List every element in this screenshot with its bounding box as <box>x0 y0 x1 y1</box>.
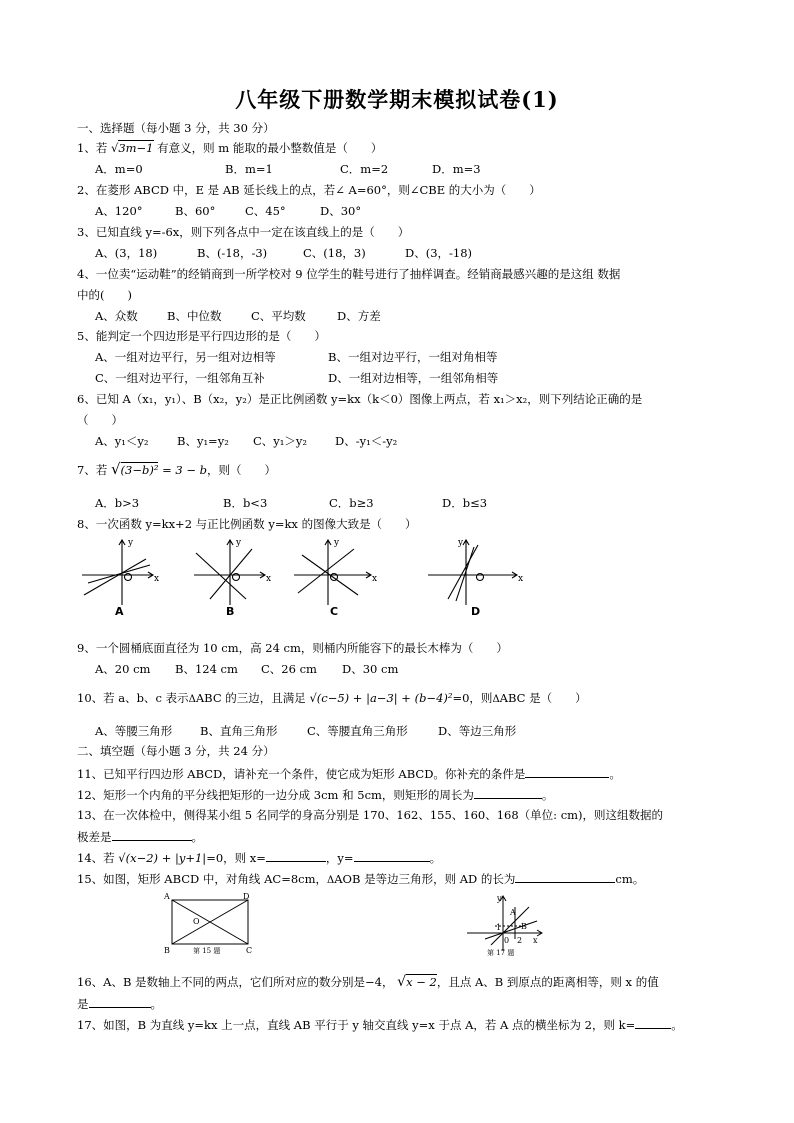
graph-d-x-label: x <box>518 574 524 584</box>
q2-option-b: B、60° <box>175 204 216 218</box>
point-o-label: O <box>193 917 200 926</box>
graph-d-y-label: y <box>458 538 464 548</box>
q10-option-b: B、直角三角形 <box>200 724 278 738</box>
q8-label-b: B <box>226 605 235 618</box>
q8-graph-d <box>428 540 517 605</box>
question-15 <box>77 870 644 889</box>
q14-end: 。 <box>429 851 442 865</box>
q5-option-a: A、一组对边平行，另一组对边相等 <box>95 350 276 364</box>
q1-radicand: 3m−1 <box>118 141 154 155</box>
point-d-label: D <box>243 892 250 901</box>
graph-a-line-2 <box>88 565 150 583</box>
q15-answer-blank[interactable] <box>515 870 615 883</box>
q7-option-c: C．b≥3 <box>329 496 374 510</box>
section-fill-heading: 二、填空题（每小题 3 分，共 24 分） <box>77 744 275 758</box>
q16-stem-start: 16、A、B 是数轴上不同的两点，它们所对应的数分别是−4， <box>77 975 394 989</box>
graph-a-x-label: x <box>154 574 160 584</box>
q8-label-c: C <box>330 605 339 618</box>
q4-option-c: C、平均数 <box>251 309 306 323</box>
triangle-symbol: Δ <box>188 694 196 705</box>
q13-answer-blank[interactable] <box>112 828 192 841</box>
question-12 <box>77 786 553 803</box>
q5-option-d: D、一组对边相等，一组邻角相等 <box>328 371 499 385</box>
q17-origin-label: 0 <box>504 936 510 945</box>
q11-stem: 11、已知平行四边形 ABCD，请补充一个条件，使它成为矩形 ABCD。你补充的条件是 <box>77 767 526 781</box>
q16-period: 。 <box>150 997 162 1011</box>
question-8: 8、一次函数 y=kx+2 与正比例函数 y=kx 的图像大致是（ ） <box>77 517 417 531</box>
q7-equation-rhs: = 3 − b <box>162 463 208 477</box>
q17-x-label: x <box>533 936 538 945</box>
q1-sqrt: √3m−1 <box>110 141 154 155</box>
q16-sqrt: √x − 2 <box>397 974 437 990</box>
q17-answer-blank[interactable] <box>635 1016 671 1029</box>
q1-stem-start: 1、若 <box>77 141 108 155</box>
q3-option-b: B、(-18，-3) <box>197 246 268 260</box>
q17-point-a-label: A <box>510 908 516 917</box>
question-16-line-1 <box>77 974 659 990</box>
question-9: 9、一个圆桶底面直径为 10 cm，高 24 cm，则桶内所能容下的最长木棒为（ ） <box>77 641 508 655</box>
q17-tick-1: 1 <box>496 923 502 932</box>
q8-graph-c <box>294 540 371 605</box>
question-5: 5、能判定一个四边形是平行四边形的是（ ） <box>77 329 326 343</box>
q4-option-d: D、方差 <box>337 309 381 323</box>
q10-options <box>95 723 516 739</box>
q15-stem-start: 15、如图，矩形 ABCD 中，对角线 AC=8cm， <box>77 872 327 886</box>
question-1 <box>77 140 382 156</box>
q10-stem-start: 10、若 a、b、c 表示 <box>77 691 189 705</box>
q2-option-a: A、120° <box>95 204 143 218</box>
q9-option-c: C、26 cm <box>261 662 317 676</box>
q6-options <box>95 433 397 449</box>
q4-option-a: A、众数 <box>95 309 138 323</box>
q17-stem: 17、如图，B 为直线 y=kx 上一点，直线 AB 平行于 y 轴交直线 y=x 于点 A，若 A 点的横坐标为 2，则 k= <box>77 1018 636 1032</box>
q1-option-d: D．m=3 <box>432 162 481 176</box>
q16-stem-2: 是 <box>77 997 89 1011</box>
q12-stem: 12、矩形一个内角的平分线把矩形的一边分成 3cm 和 5cm，则矩形的周长为 <box>77 788 474 802</box>
graph-b-line-2 <box>210 549 252 599</box>
q3-option-c: C、(18，3) <box>303 246 366 260</box>
q8-graph-a <box>82 540 153 605</box>
graph-c-x-label: x <box>372 574 378 584</box>
question-10 <box>77 690 587 708</box>
q15-stem-end: AOB 是等边三角形，则 AD 的长为 <box>334 872 516 886</box>
question-13-line-2 <box>77 828 203 845</box>
q10-stem-mid: ABC 的三边，且满足 <box>195 691 306 705</box>
q6-option-b: B、y₁=y₂ <box>177 434 229 448</box>
question-4-line-2: 中的( ) <box>77 288 132 302</box>
q11-period: 。 <box>609 767 621 781</box>
q16-radicand: x − 2 <box>406 975 437 989</box>
q5-options-row-1 <box>95 349 497 365</box>
q8-graph-b <box>194 540 265 605</box>
q1-option-c: C．m=2 <box>340 162 389 176</box>
q17-figure <box>465 893 545 961</box>
q16-stem-end: ，且点 A、B 到原点的距离相等，则 x 的值 <box>436 975 659 989</box>
graph-d-line-2 <box>456 547 474 601</box>
question-16-line-2 <box>77 995 162 1012</box>
q10-expression: √(c−5) + |a−3| + (b−4)² <box>309 691 453 705</box>
question-13-line-1: 13、在一次体检中，侧得某小组 5 名同学的身高分别是 170、162、155、160、168（单位: cm)，则这组数据的 <box>77 808 664 822</box>
graph-d-line-1 <box>448 545 478 599</box>
q17-y-label: y <box>497 894 502 903</box>
q8-label-a: A <box>115 605 124 618</box>
q17-tick-2: 2 <box>517 936 523 945</box>
q1-options <box>95 161 481 177</box>
q7-sqrt: √(3−b)² <box>110 460 159 478</box>
graph-a-line-1 <box>84 559 146 595</box>
graph-b-y-label: y <box>236 538 242 548</box>
q5-options-row-2 <box>95 370 498 386</box>
question-4-line-1: 4、一位卖“运动鞋”的经销商到一所学校对 9 位学生的鞋号进行了抽样调查。经销商最感兴趣的是这组 数据 <box>77 267 621 281</box>
triangle-symbol: Δ <box>492 694 500 705</box>
q6-option-c: C、y₁＞y₂ <box>253 434 308 448</box>
q4-options <box>95 308 381 324</box>
q11-answer-blank[interactable] <box>525 765 609 778</box>
q16-answer-blank[interactable] <box>89 995 151 1008</box>
q10-stem-end: ABC 是（ ） <box>499 691 587 705</box>
q14-y-blank[interactable] <box>354 849 430 862</box>
q14-expression: √(x−2) + |y+1| <box>118 851 207 865</box>
q17-caption: 第 17 题 <box>487 949 515 957</box>
question-14 <box>77 849 441 866</box>
q9-options <box>95 661 398 677</box>
question-7 <box>77 461 276 478</box>
q15-caption: 第 15 题 <box>193 947 221 955</box>
q9-option-a: A、20 cm <box>95 662 151 676</box>
graph-a-y-label: y <box>128 538 134 548</box>
q15-unit: cm。 <box>615 872 645 886</box>
q6-option-a: A、y₁＜y₂ <box>95 434 149 448</box>
q13-period: 。 <box>191 830 203 844</box>
q6-option-d: D、-y₁＜-y₂ <box>335 434 398 448</box>
q7-option-b: B．b<3 <box>223 496 268 510</box>
question-3: 3、已知直线 y=-6x，则下列各点中一定在该直线上的是（ ） <box>77 225 410 239</box>
q7-option-d: D．b≤3 <box>442 496 488 510</box>
graph-b-x-label: x <box>266 574 272 584</box>
question-6-line-1: 6、已知 A（x₁，y₁）、B（x₂，y₂）是正比例函数 y=kx（k＜0）图像上两点，若 x₁＞x₂，则下列结论正确的是 <box>77 392 643 406</box>
q14-stem-y: ，y= <box>325 851 354 865</box>
q10-option-d: D、等边三角形 <box>438 724 517 738</box>
q7-option-a: A．b>3 <box>95 496 140 510</box>
section-choice-heading: 一、选择题（每小题 3 分，共 30 分） <box>77 121 275 135</box>
q13-stem: 极差是 <box>77 830 112 844</box>
q12-answer-blank[interactable] <box>474 786 542 799</box>
q10-stem-eq: =0，则 <box>452 691 493 705</box>
q3-option-d: D、(3，-18) <box>405 246 473 260</box>
question-11 <box>77 765 621 782</box>
q5-option-b: B、一组对边平行，一组对角相等 <box>328 350 498 364</box>
question-6-line-2: （ ） <box>77 413 123 427</box>
q2-option-d: D、30° <box>320 204 362 218</box>
q17-point-b-label: B <box>521 922 527 931</box>
graph-b-line-1 <box>196 553 246 599</box>
q2-option-c: C、45° <box>245 204 286 218</box>
q15-rectangle-figure <box>160 890 260 958</box>
q8-label-d: D <box>471 605 481 618</box>
q7-options <box>95 495 487 511</box>
q3-option-a: A、(3，18) <box>95 246 158 260</box>
point-c-label: C <box>246 946 253 955</box>
q10-option-c: C、等腰直角三角形 <box>307 724 408 738</box>
q10-option-a: A、等腰三角形 <box>95 724 173 738</box>
question-17 <box>77 1016 683 1033</box>
q9-option-d: D、30 cm <box>342 662 399 676</box>
point-b-label: B <box>164 946 170 955</box>
q7-radicand: (3−b)² <box>120 463 159 477</box>
q1-option-a: A．m=0 <box>95 162 143 176</box>
q12-period: 。 <box>541 788 554 802</box>
question-2: 2、在菱形 ABCD 中，E 是 AB 延长线上的点，若∠ A=60°，则∠CBE 的大小为（ ） <box>77 183 541 197</box>
triangle-symbol: Δ <box>327 875 335 886</box>
q7-stem-start: 7、若 <box>77 463 108 477</box>
q8-graphs <box>78 535 528 620</box>
q2-options <box>95 203 361 219</box>
page-title: 八年级下册数学期末模拟试卷(1) <box>235 87 559 112</box>
q4-option-b: B、中位数 <box>167 309 222 323</box>
q1-option-b: B．m=1 <box>225 162 273 176</box>
q1-stem-end: 有意义，则 m 能取的最小整数值是（ ） <box>157 141 383 155</box>
q7-stem-end: ，则（ ） <box>207 463 277 477</box>
q3-options <box>95 245 472 261</box>
line-y-equals-kx <box>485 921 537 939</box>
q17-period: 。 <box>671 1018 683 1032</box>
point-a-label: A <box>164 892 170 901</box>
q14-stem-start: 14、若 <box>77 851 115 865</box>
q5-option-c: C、一组对边平行，一组邻角互补 <box>95 371 265 385</box>
q14-stem-x: =0，则 x= <box>206 851 266 865</box>
graph-c-y-label: y <box>334 538 340 548</box>
q9-option-b: B、124 cm <box>175 662 238 676</box>
q14-x-blank[interactable] <box>266 849 326 862</box>
